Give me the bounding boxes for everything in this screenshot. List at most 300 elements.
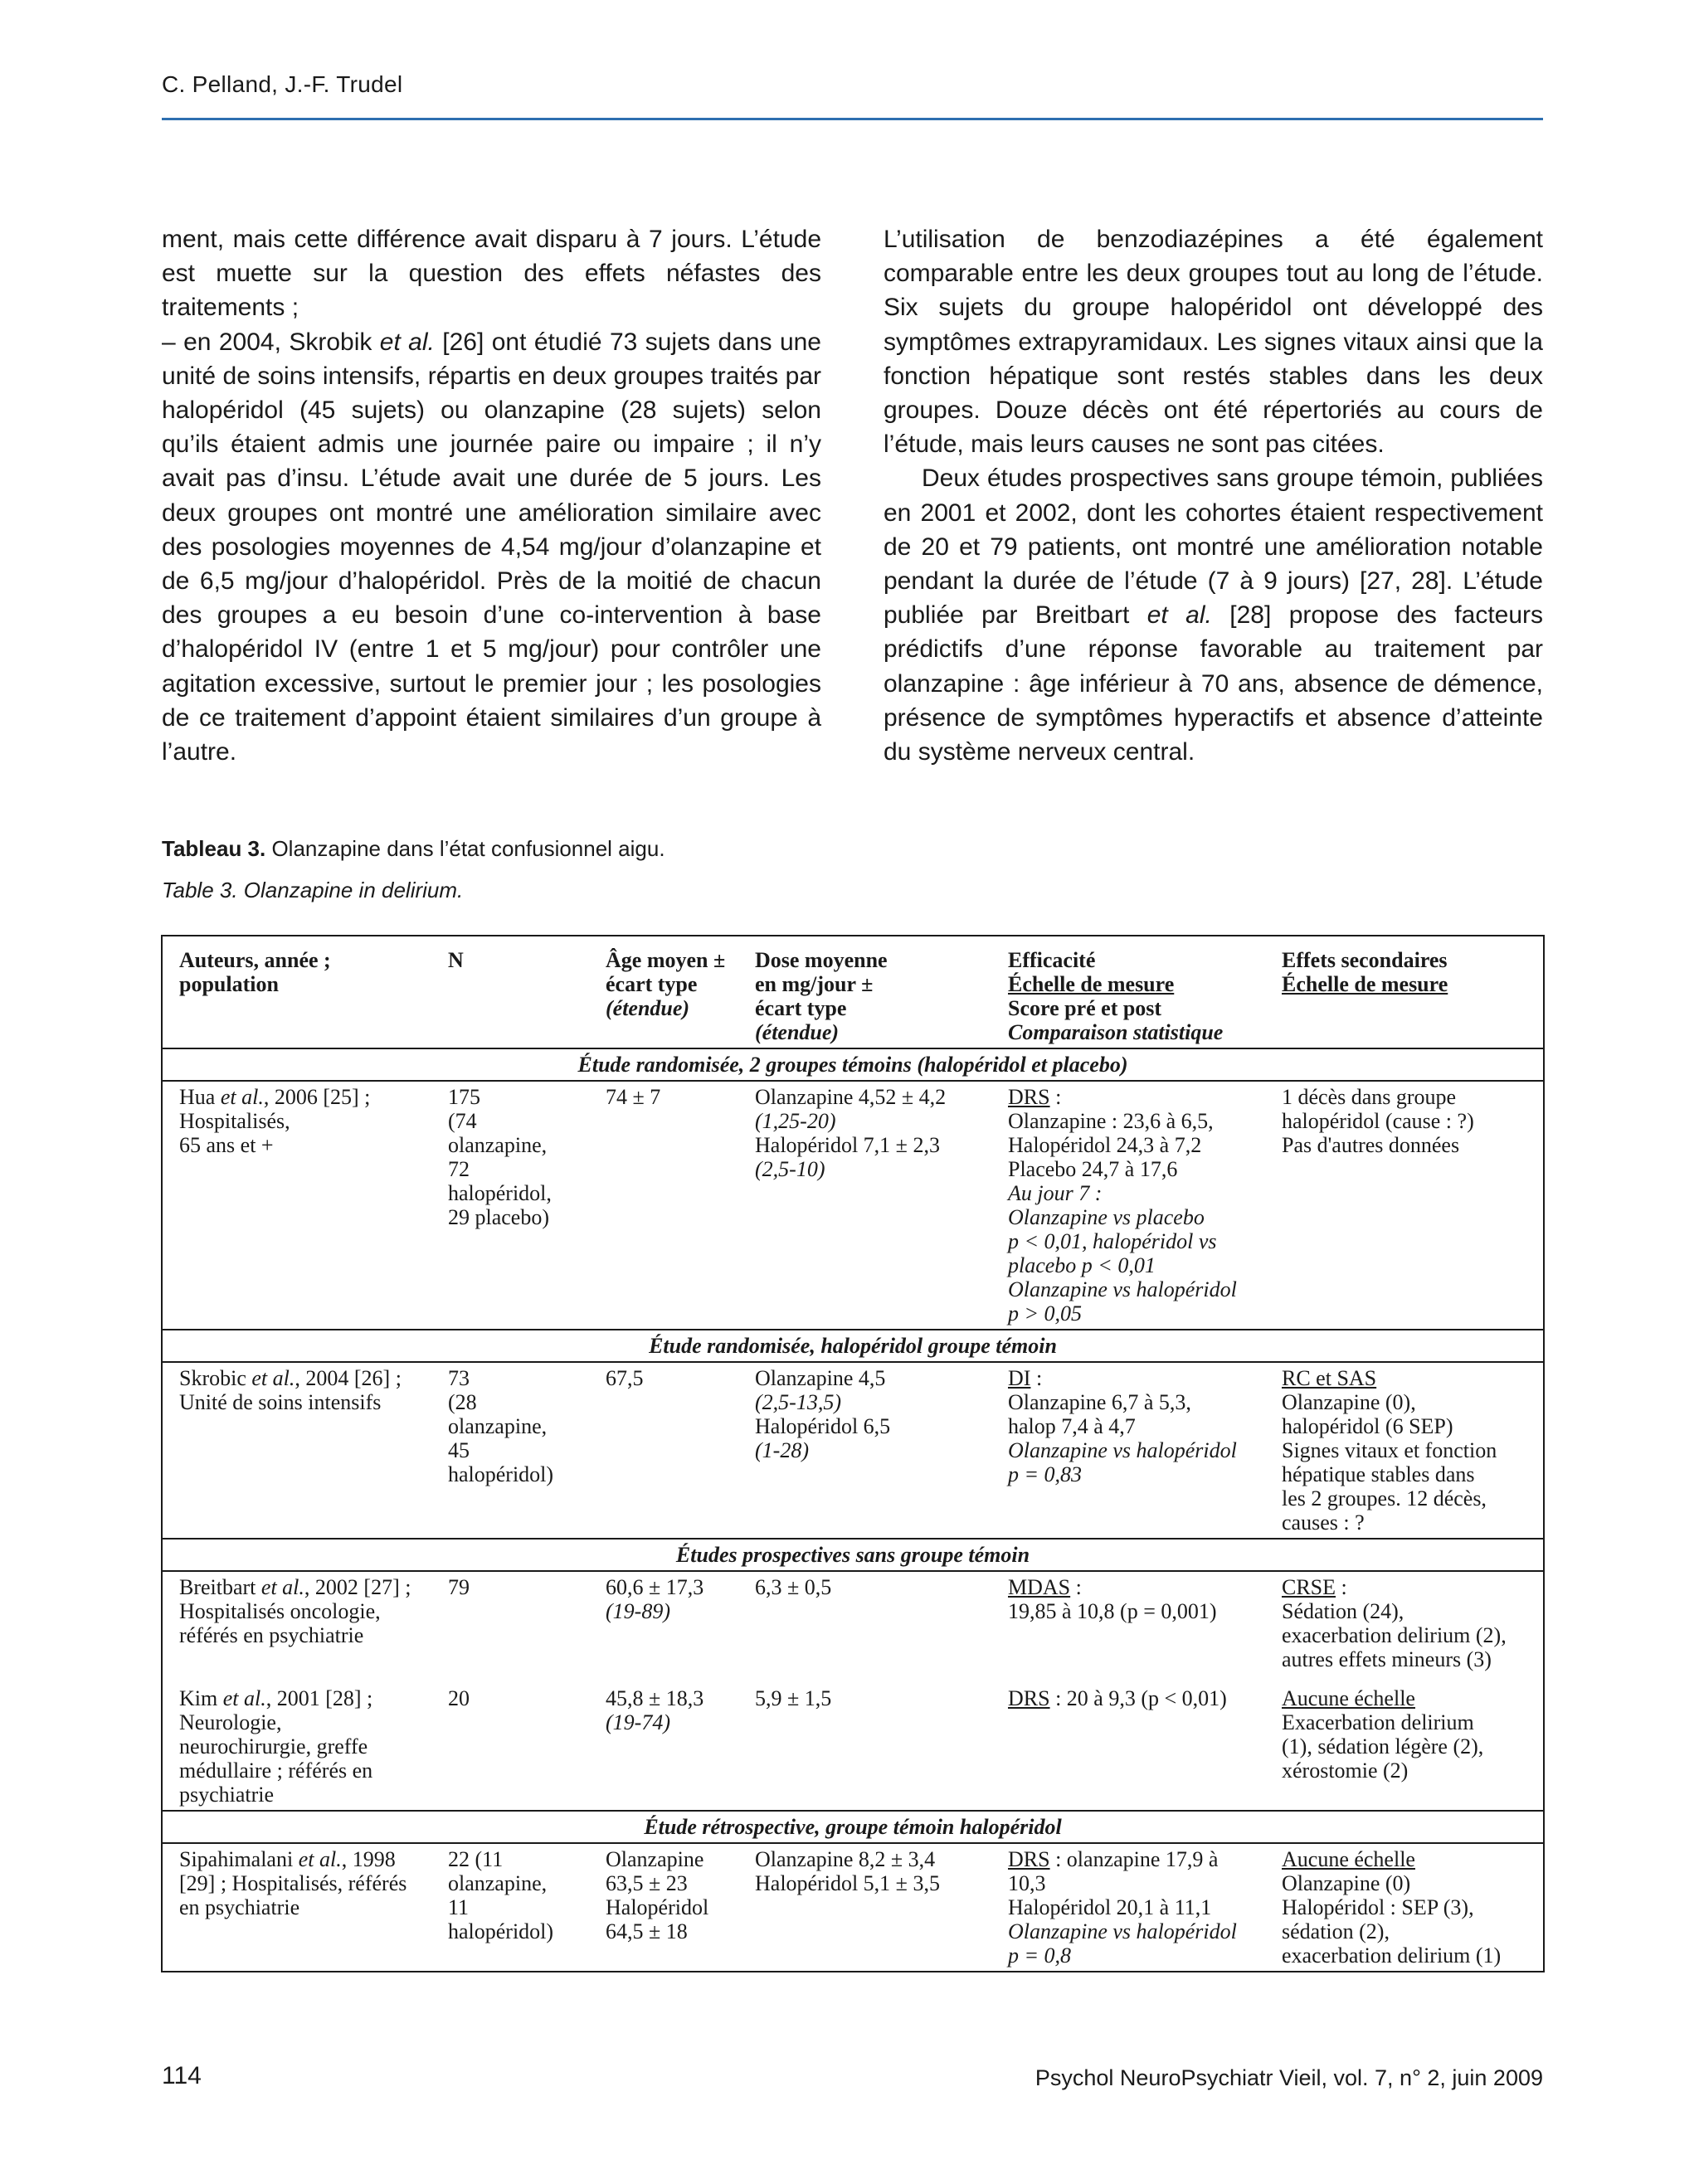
results-table-container <box>161 935 1543 1972</box>
cell-line <box>448 1133 584 1157</box>
section-title: Étude rétrospective, groupe témoin halopéridol <box>162 1811 1544 1843</box>
text-run: Olanzapine vs halopéridol <box>1008 1919 1237 1943</box>
header-line: écart type <box>606 972 698 996</box>
text-run: xérostomie (2) <box>1282 1758 1409 1783</box>
cell-line <box>448 1438 584 1462</box>
cell-line <box>606 1919 733 1943</box>
table-header-row <box>162 936 1544 1048</box>
section-row <box>162 1330 1544 1362</box>
text-run: CRSE <box>1282 1575 1336 1599</box>
cell-line <box>1282 1085 1538 1109</box>
text-run: référés en psychiatrie <box>179 1623 364 1647</box>
text-run: causes : ? <box>1282 1510 1365 1535</box>
cell-mean-dose <box>738 1571 991 1675</box>
cell-line <box>1282 1414 1538 1438</box>
cell-line <box>448 1390 584 1414</box>
table-body <box>162 1048 1544 1972</box>
cell-line <box>179 1599 426 1623</box>
text-run: Halopéridol 24,3 à 7,2 <box>1008 1133 1202 1157</box>
cell-line <box>1008 1895 1260 1919</box>
table-row <box>162 1081 1544 1330</box>
section-title: Études prospectives sans groupe témoin <box>162 1539 1544 1571</box>
cell-line <box>606 1710 733 1734</box>
text-run: , 1998 <box>341 1847 396 1871</box>
cell-line <box>1008 1181 1260 1205</box>
cell-mean-age <box>589 1675 738 1811</box>
text-run: Olanzapine 4,5 <box>755 1366 886 1390</box>
text-run: Olanzapine (0), <box>1282 1390 1416 1414</box>
results-table <box>161 935 1545 1972</box>
cell-line <box>755 1133 986 1157</box>
table-row <box>162 1362 1544 1539</box>
cell-line <box>755 1109 986 1133</box>
cell-line <box>179 1686 426 1710</box>
cell-efficacy <box>991 1081 1265 1330</box>
text-run: médullaire ; référés en <box>179 1758 373 1783</box>
cell-authors-population <box>162 1362 431 1539</box>
text-run: DRS <box>1008 1085 1050 1109</box>
text-run: halop 7,4 à 4,7 <box>1008 1414 1136 1438</box>
cell-line <box>448 1205 584 1229</box>
text-run: halopéridol (6 SEP) <box>1282 1414 1453 1438</box>
text-run: 65 ans et + <box>179 1133 274 1157</box>
text-run: 6,3 ± 0,5 <box>755 1575 832 1599</box>
cell-line <box>179 1783 426 1807</box>
text-run: p > 0,05 <box>1008 1301 1083 1325</box>
cell-line <box>755 1871 986 1895</box>
text-run: [26] ont étudié 73 sujets dans une unité de soins intensifs, répartis en deux groupes traités par halopéridol (45 sujets) ou olanzapine (28 sujets) selon qu’ils étaient admis une journée paire ou impaire ; il n’y avait pas d’insu. L’étude avait une durée de 5 jours. Les deux groupes ont montré une amélioration similaire avec des posologies moyennes de 4,54 mg/jour d’olanzapine et de 6,5 mg/jour d’halopéridol. Près de la moitié de chacun des groupes a eu besoin d’une co-intervention à base d’halopéridol IV (entre 1 et 5 mg/jour) pour contrôler une agitation excessive, surtout le premier jour ; les posologies de ce traitement d’appoint étaient similaires d’un groupe à l’autre. <box>162 328 821 766</box>
cell-efficacy <box>991 1362 1265 1539</box>
header-rule <box>162 118 1543 120</box>
text-run: 79 <box>448 1575 470 1599</box>
section-title: Étude randomisée, halopéridol groupe témoin <box>162 1330 1544 1362</box>
cell-line <box>1008 1109 1260 1133</box>
cell-efficacy <box>991 1843 1265 1972</box>
cell-efficacy <box>991 1675 1265 1811</box>
cell-mean-dose <box>738 1081 991 1330</box>
cell-line <box>1008 1205 1260 1229</box>
header-line: (étendue) <box>755 1020 840 1044</box>
cell-line <box>179 1109 426 1133</box>
cell-line <box>448 1181 584 1205</box>
cell-side-effects <box>1265 1843 1544 1972</box>
section-title: Étude randomisée, 2 groupes témoins (halopéridol et placebo) <box>162 1048 1544 1081</box>
text-run: 22 (11 <box>448 1847 504 1871</box>
text-run: p < 0,01, halopéridol vs <box>1008 1229 1217 1253</box>
cell-line <box>755 1157 986 1181</box>
cell-line <box>1282 1919 1538 1943</box>
cell-line <box>448 1462 584 1486</box>
text-run: Deux études prospectives sans groupe témoin, publiées en 2001 et 2002, dont les cohortes étaient respectivement de 20 et 79 patients, ont montré une amélioration notable pendant la durée de l’étude (7 à 9 jours) [27, 28]. L’étude publiée par Breitbart <box>884 465 1543 630</box>
cell-line <box>1282 1734 1538 1758</box>
text-run: DRS <box>1008 1686 1050 1710</box>
cell-line <box>448 1414 584 1438</box>
cell-line <box>1008 1253 1260 1277</box>
text-run: halopéridol) <box>448 1919 554 1943</box>
table-row <box>162 1843 1544 1972</box>
cell-line <box>1282 1871 1538 1895</box>
text-run: Skrobic <box>179 1366 252 1390</box>
cell-line <box>1282 1647 1538 1671</box>
left-paragraph: ment, mais cette différence avait disparu à 7 jours. L’étude est muette sur la question des effets néfastes des traitements ; <box>162 226 821 322</box>
text-run: (28 <box>448 1390 477 1414</box>
header-n <box>431 936 589 1048</box>
text-run: : <box>1070 1575 1082 1599</box>
text-run: Olanzapine : 23,6 à 6,5, <box>1008 1109 1214 1133</box>
text-run: Olanzapine (0) <box>1282 1871 1411 1895</box>
text-run: : olanzapine 17,9 à <box>1049 1847 1219 1871</box>
cell-line <box>1008 1599 1260 1623</box>
text-run: Sédation (24), <box>1282 1599 1404 1623</box>
text-run: et al. <box>260 1575 304 1599</box>
section-row <box>162 1048 1544 1081</box>
text-run: placebo p < 0,01 <box>1008 1253 1156 1277</box>
text-run: – en 2004, Skrobik <box>162 328 380 356</box>
cell-mean-age <box>589 1571 738 1675</box>
cell-side-effects <box>1265 1362 1544 1539</box>
text-run: , 2004 [26] ; <box>295 1366 402 1390</box>
table-caption-english: Table 3. Olanzapine in delirium. <box>162 878 464 902</box>
header-line: écart type <box>755 996 847 1020</box>
cell-line <box>1282 1462 1538 1486</box>
cell-line <box>1282 1758 1538 1783</box>
text-run: olanzapine, <box>448 1414 548 1438</box>
text-run: 63,5 ± 23 <box>606 1871 688 1895</box>
text-run: Olanzapine vs halopéridol <box>1008 1438 1237 1462</box>
header-line: Score pré et post <box>1008 996 1162 1020</box>
cell-line <box>606 1871 733 1895</box>
text-run: [29] ; Hospitalisés, référés <box>179 1871 407 1895</box>
cell-line <box>179 1623 426 1647</box>
cell-line <box>606 1575 733 1599</box>
cell-mean-age <box>589 1081 738 1330</box>
section-row <box>162 1811 1544 1843</box>
cell-line <box>1282 1895 1538 1919</box>
text-run: (2,5-13,5) <box>755 1390 841 1414</box>
text-run: [28] propose des facteurs prédictifs d’une réponse favorable au traitement par olanzapine : âge inférieur à 70 ans, absence de démence, présence de symptômes hyperactifs et absence d’atteinte du système nerveux central. <box>884 601 1544 766</box>
text-run: Hua <box>179 1085 221 1109</box>
cell-line <box>1282 1847 1538 1871</box>
cell-line <box>1282 1623 1538 1647</box>
text-run: halopéridol, <box>448 1181 552 1205</box>
header-line: Échelle de mesure <box>1282 972 1448 996</box>
text-run: 60,6 ± 17,3 <box>606 1575 704 1599</box>
text-run: Olanzapine 4,52 ± 4,2 <box>755 1085 947 1109</box>
cell-line <box>1008 1301 1260 1325</box>
table-caption-title: Olanzapine dans l’état confusionnel aigu. <box>265 836 665 861</box>
text-run: en psychiatrie <box>179 1895 300 1919</box>
text-run: (19-89) <box>606 1599 670 1623</box>
text-run: DI <box>1008 1366 1031 1390</box>
cell-line <box>448 1575 584 1599</box>
text-run: Olanzapine vs placebo <box>1008 1205 1205 1229</box>
text-run: p = 0,83 <box>1008 1462 1083 1486</box>
text-run: Aucune échelle <box>1282 1847 1415 1871</box>
text-run: autres effets mineurs (3) <box>1282 1647 1492 1671</box>
cell-line <box>179 1847 426 1871</box>
text-run: 10,3 <box>1008 1871 1046 1895</box>
cell-line <box>1008 1085 1260 1109</box>
text-run: (74 <box>448 1109 477 1133</box>
cell-authors-population <box>162 1571 431 1675</box>
cell-line <box>179 1734 426 1758</box>
cell-line <box>1008 1462 1260 1486</box>
text-run: hépatique stables dans <box>1282 1462 1475 1486</box>
table-caption-french <box>162 836 665 862</box>
cell-line <box>1282 1366 1538 1390</box>
journal-reference: Psychol NeuroPsychiatr Vieil, vol. 7, n° 2, juin 2009 <box>1034 2065 1543 2090</box>
cell-n <box>431 1675 589 1811</box>
cell-line <box>755 1085 986 1109</box>
header-efficacy <box>991 936 1265 1048</box>
text-run: neurochirurgie, greffe <box>179 1734 368 1758</box>
cell-line <box>179 1575 426 1599</box>
text-run: et al. <box>222 1686 266 1710</box>
text-run: 72 <box>448 1157 470 1181</box>
text-run: psychiatrie <box>179 1783 275 1807</box>
cell-line <box>1282 1686 1538 1710</box>
cell-authors-population <box>162 1675 431 1811</box>
text-run: Halopéridol <box>606 1895 709 1919</box>
text-run: olanzapine, <box>448 1871 548 1895</box>
cell-line <box>179 1133 426 1157</box>
cell-authors-population <box>162 1843 431 1972</box>
text-run: , 2001 [28] ; <box>265 1686 373 1710</box>
text-run: p = 0,8 <box>1008 1943 1072 1968</box>
header-line: Âge moyen ± <box>606 948 726 972</box>
cell-line <box>1008 1133 1260 1157</box>
text-run: : 20 à 9,3 (p < 0,01) <box>1049 1686 1227 1710</box>
header-line: N <box>448 948 464 972</box>
text-run: 5,9 ± 1,5 <box>755 1686 832 1710</box>
cell-line <box>755 1575 986 1599</box>
header-line: Efficacité <box>1008 948 1096 972</box>
text-run: Au jour 7 : <box>1008 1181 1103 1205</box>
page-number: 114 <box>162 2062 202 2089</box>
header-line: en mg/jour ± <box>755 972 874 996</box>
text-run: : <box>1049 1085 1062 1109</box>
text-run: les 2 groupes. 12 décès, <box>1282 1486 1487 1510</box>
cell-line <box>606 1847 733 1871</box>
cell-mean-age <box>589 1843 738 1972</box>
text-run: Pas d'autres données <box>1282 1133 1460 1157</box>
cell-line <box>1282 1133 1538 1157</box>
header-authors-population <box>162 936 431 1048</box>
cell-line <box>606 1895 733 1919</box>
cell-line <box>1282 1438 1538 1462</box>
text-run: (1), sédation légère (2), <box>1282 1734 1484 1758</box>
cell-side-effects <box>1265 1675 1544 1811</box>
text-run: MDAS <box>1008 1575 1071 1599</box>
cell-line <box>1282 1510 1538 1535</box>
table-row <box>162 1571 1544 1675</box>
cell-line <box>448 1686 584 1710</box>
text-run: 175 <box>448 1085 480 1109</box>
cell-n <box>431 1362 589 1539</box>
cell-line <box>755 1366 986 1390</box>
text-run: halopéridol (cause : ?) <box>1282 1109 1474 1133</box>
cell-line <box>1008 1943 1260 1968</box>
text-run: : <box>1030 1366 1043 1390</box>
text-run: Halopéridol 5,1 ± 3,5 <box>755 1871 940 1895</box>
text-run: (2,5-10) <box>755 1157 825 1181</box>
text-run: Hospitalisés oncologie, <box>179 1599 381 1623</box>
header-line: Comparaison statistique <box>1008 1020 1224 1044</box>
left-paragraph <box>162 325 821 770</box>
cell-line <box>1282 1486 1538 1510</box>
cell-line <box>179 1895 426 1919</box>
text-run: Olanzapine 6,7 à 5,3, <box>1008 1390 1191 1414</box>
header-mean-dose <box>738 936 991 1048</box>
text-run: Breitbart <box>179 1575 261 1599</box>
text-run: Exacerbation delirium <box>1282 1710 1474 1734</box>
cell-line <box>1008 1686 1260 1710</box>
cell-line <box>179 1366 426 1390</box>
text-run: RC et SAS <box>1282 1366 1377 1390</box>
cell-line <box>448 1895 584 1919</box>
cell-line <box>755 1390 986 1414</box>
cell-line <box>1282 1575 1538 1599</box>
text-run: 1 décès dans groupe <box>1282 1085 1457 1109</box>
cell-line <box>448 1366 584 1390</box>
table-caption-label: Tableau 3. <box>162 836 266 861</box>
cell-line <box>179 1710 426 1734</box>
text-run: 29 placebo) <box>448 1205 550 1229</box>
cell-line <box>1008 1277 1260 1301</box>
cell-line <box>448 1109 584 1133</box>
cell-side-effects <box>1265 1081 1544 1330</box>
cell-line <box>1282 1943 1538 1968</box>
cell-line <box>448 1157 584 1181</box>
cell-mean-age <box>589 1362 738 1539</box>
right-paragraph: L’utilisation de benzodiazépines a été également comparable entre les deux groupes tout au long de l’étude. Six sujets du groupe halopéridol ont développé des symptômes extrapyramidaux. Les signes vitaux ainsi que la fonction hépatique sont restés stables dans les deux groupes. Douze décès ont été répertoriés au cours de l’étude, mais leurs causes ne sont pas citées. <box>884 226 1543 459</box>
cell-line <box>755 1414 986 1438</box>
text-run: olanzapine, <box>448 1133 548 1157</box>
cell-line <box>1008 1229 1260 1253</box>
cell-line <box>179 1871 426 1895</box>
text-run: Unité de soins intensifs <box>179 1390 382 1414</box>
cell-authors-population <box>162 1081 431 1330</box>
cell-side-effects <box>1265 1571 1544 1675</box>
cell-line <box>1282 1390 1538 1414</box>
cell-line <box>1008 1366 1260 1390</box>
cell-line <box>1282 1109 1538 1133</box>
text-run: , 2002 [27] ; <box>304 1575 411 1599</box>
text-run: 45 <box>448 1438 470 1462</box>
text-run: sédation (2), <box>1282 1919 1390 1943</box>
text-run: et al. <box>298 1847 342 1871</box>
text-run: Aucune échelle <box>1282 1686 1415 1710</box>
cell-line <box>1282 1599 1538 1623</box>
cell-line <box>1008 1575 1260 1599</box>
cell-line <box>179 1390 426 1414</box>
text-run: , 2006 [25] ; <box>263 1085 371 1109</box>
left-text-column <box>162 222 821 769</box>
text-run: Placebo 24,7 à 17,6 <box>1008 1157 1178 1181</box>
cell-line <box>606 1366 733 1390</box>
cell-line <box>1008 1390 1260 1414</box>
cell-line <box>755 1438 986 1462</box>
cell-line <box>1008 1919 1260 1943</box>
header-line: population <box>179 972 279 996</box>
et-al-italic: et al. <box>1146 601 1212 630</box>
header-side-effects <box>1265 936 1544 1048</box>
cell-mean-dose <box>738 1843 991 1972</box>
et-al-italic: et al. <box>379 328 435 356</box>
text-run: halopéridol) <box>448 1462 554 1486</box>
header-line: Auteurs, année ; <box>179 948 331 972</box>
text-run: et al. <box>251 1366 295 1390</box>
right-paragraph <box>884 461 1543 769</box>
cell-line <box>1008 1438 1260 1462</box>
cell-line <box>448 1871 584 1895</box>
text-run: 19,85 à 10,8 (p = 0,001) <box>1008 1599 1217 1623</box>
text-run: Halopéridol 7,1 ± 2,3 <box>755 1133 940 1157</box>
cell-line <box>606 1686 733 1710</box>
cell-n <box>431 1081 589 1330</box>
cell-line <box>606 1085 733 1109</box>
text-run: Kim <box>179 1686 223 1710</box>
text-run: 67,5 <box>606 1366 644 1390</box>
table-row <box>162 1675 1544 1811</box>
header-line: (étendue) <box>606 996 690 1020</box>
text-run: Signes vitaux et fonction <box>1282 1438 1497 1462</box>
header-mean-age <box>589 936 738 1048</box>
header-line: Effets secondaires <box>1282 948 1448 972</box>
cell-line <box>1008 1157 1260 1181</box>
right-text-column <box>884 222 1543 769</box>
text-run: Halopéridol 20,1 à 11,1 <box>1008 1895 1212 1919</box>
text-run: (1-28) <box>755 1438 809 1462</box>
text-run: DRS <box>1008 1847 1050 1871</box>
text-run: Halopéridol : SEP (3), <box>1282 1895 1474 1919</box>
cell-line <box>448 1847 584 1871</box>
text-run: Olanzapine <box>606 1847 704 1871</box>
text-run: 20 <box>448 1686 470 1710</box>
text-run: 73 <box>448 1366 470 1390</box>
cell-line <box>1282 1710 1538 1734</box>
header-line: Dose moyenne <box>755 948 888 972</box>
cell-line <box>1008 1871 1260 1895</box>
header-line: Échelle de mesure <box>1008 972 1175 996</box>
text-run: Neurologie, <box>179 1710 282 1734</box>
text-run: 74 ± 7 <box>606 1085 661 1109</box>
cell-line <box>606 1599 733 1623</box>
cell-line <box>179 1085 426 1109</box>
text-run: Sipahimalani <box>179 1847 299 1871</box>
text-run: Olanzapine vs halopéridol <box>1008 1277 1237 1301</box>
text-run: 11 <box>448 1895 470 1919</box>
text-run: Hospitalisés, <box>179 1109 290 1133</box>
cell-line <box>448 1085 584 1109</box>
cell-mean-dose <box>738 1362 991 1539</box>
text-run: Halopéridol 6,5 <box>755 1414 891 1438</box>
cell-line <box>179 1758 426 1783</box>
cell-line <box>755 1686 986 1710</box>
text-run: exacerbation delirium (2), <box>1282 1623 1507 1647</box>
cell-mean-dose <box>738 1675 991 1811</box>
cell-n <box>431 1571 589 1675</box>
text-run: (19-74) <box>606 1710 670 1734</box>
text-run: : <box>1336 1575 1347 1599</box>
text-run: exacerbation delirium (1) <box>1282 1943 1502 1968</box>
text-run: et al. <box>220 1085 264 1109</box>
text-run: 45,8 ± 18,3 <box>606 1686 704 1710</box>
cell-efficacy <box>991 1571 1265 1675</box>
cell-line <box>1008 1847 1260 1871</box>
text-run: Olanzapine 8,2 ± 3,4 <box>755 1847 936 1871</box>
running-head-authors: C. Pelland, J.-F. Trudel <box>162 71 403 97</box>
